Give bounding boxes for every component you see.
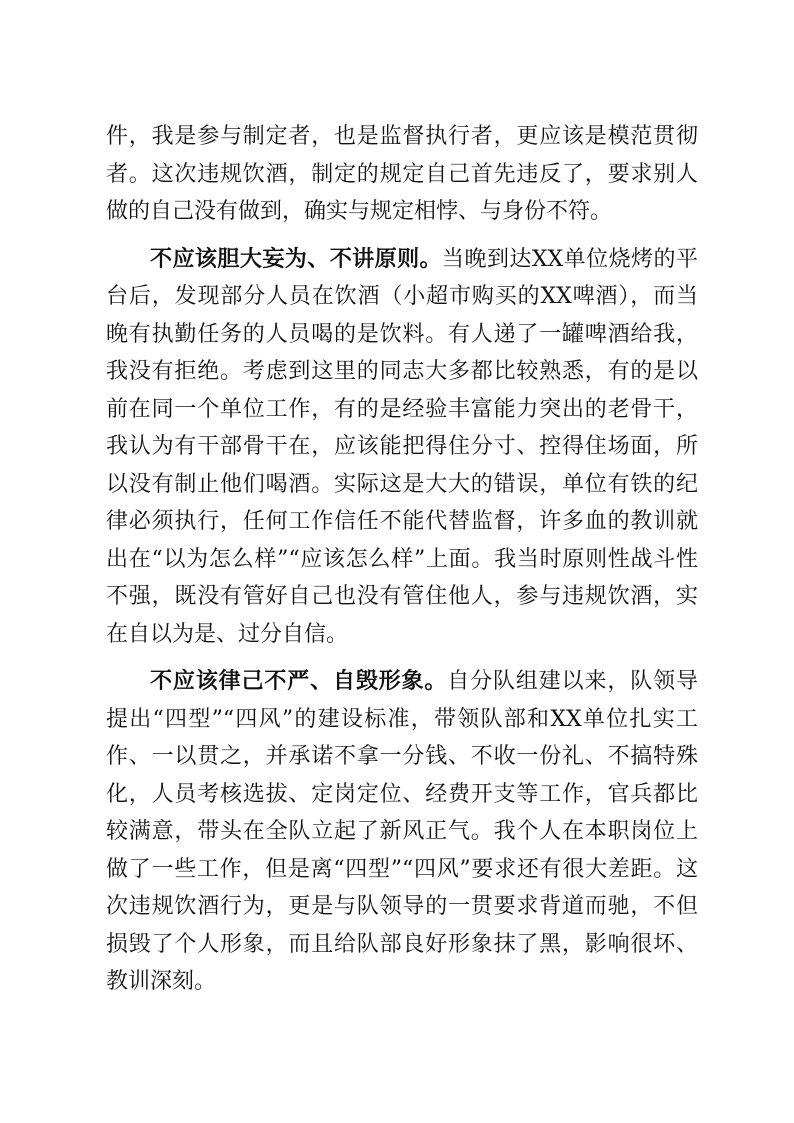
paragraph-3-text: 自分队组建以来，队领导提出“四型”“四风”的建设标准，带领队部和XX单位扎实工作、一以贯之，并承诺不拿一分钱、不收一份礼、不搞特殊化，人员考核选拔、定岗定位、经费开支等工作，官兵都比较满意，带头在全队立起了新风正气。我个人在本职岗位上做了一些工作，但是离“四型”“四风”要求还有很大差距。这次违规饮酒行为，更是与队领导的一贯要求背道而驰，不但损毁了个人形象，而且给队部良好形象抹了黑，影响很坏、教训深刻。 [106, 669, 698, 994]
paragraph-2 [106, 241, 698, 654]
paragraph-3 [106, 663, 698, 1001]
paragraph-1 [106, 118, 698, 231]
paragraph-2-lead: 不应该胆大妄为、不讲原则。 [150, 245, 443, 272]
document-page [106, 118, 698, 1001]
paragraph-2-text: 当晚到达XX单位烧烤的平台后，发现部分人员在饮酒（小超市购买的XX啤酒），而当晚有执勤任务的人员喝的是饮料。有人递了一罐啤酒给我，我没有拒绝。考虑到这里的同志大多都比较熟悉，有的是以前在同一个单位工作，有的是经验丰富能力突出的老骨干，我认为有干部骨干在，应该能把得住分寸、控得住场面，所以没有制止他们喝酒。实际这是大大的错误，单位有铁的纪律必须执行，任何工作信任不能代替监督，许多血的教训就出在“以为怎么样”“应该怎么样”上面。我当时原则性战斗性不强，既没有管好自己也没有管住他人，参与违规饮酒，实在自以为是、过分自信。 [106, 246, 698, 647]
paragraph-1-text: 件，我是参与制定者，也是监督执行者，更应该是模范贯彻者。这次违规饮酒，制定的规定自己首先违反了，要求别人做的自己没有做到，确实与规定相悖、与身份不符。 [106, 124, 698, 224]
paragraph-3-lead: 不应该律己不严、自毁形象。 [150, 668, 448, 694]
